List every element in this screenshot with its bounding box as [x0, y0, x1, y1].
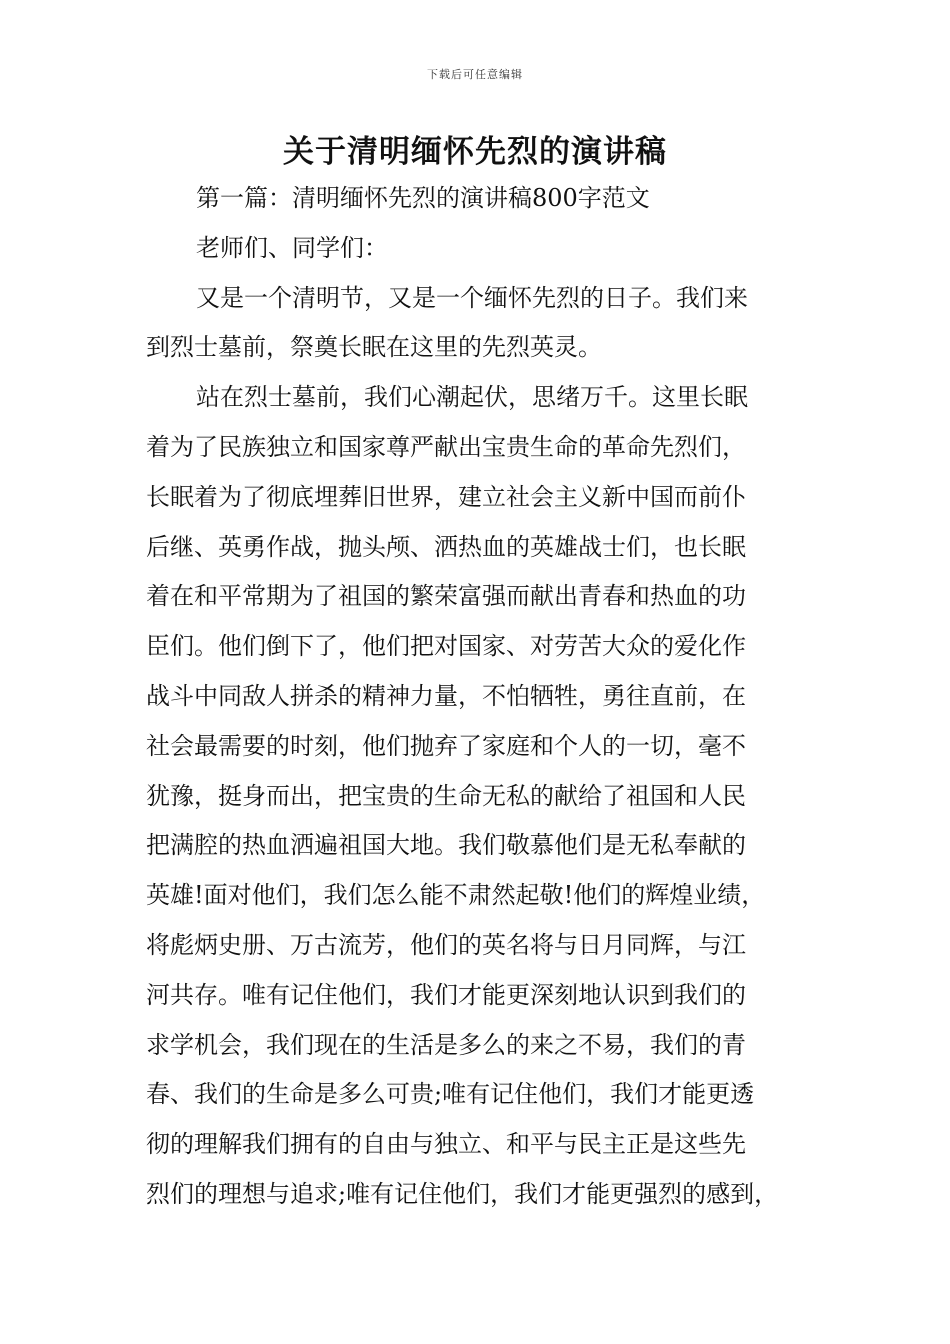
text-line: 着在和平常期为了祖国的繁荣富强而献出青春和热血的功	[146, 582, 746, 611]
salutation-line: 老师们、同学们：	[196, 233, 388, 262]
text-line: 着为了民族独立和国家尊严献出宝贵生命的革命先烈们，	[146, 432, 746, 461]
text-line: 彻的理解我们拥有的自由与独立、和平与民主正是这些先	[146, 1130, 746, 1159]
text-line: 后继、英勇作战，抛头颅、洒热血的英雄战士们，也长眠	[146, 532, 746, 561]
text-line: 又是一个清明节，又是一个缅怀先烈的日子。我们来	[196, 283, 748, 312]
document-title: 关于清明缅怀先烈的演讲稿	[283, 134, 667, 170]
text-line: 社会最需要的时刻，他们抛弃了家庭和个人的一切，毫不	[146, 731, 746, 760]
text-line: 把满腔的热血洒遍祖国大地。我们敬慕他们是无私奉献的	[146, 831, 746, 860]
paragraph-2	[146, 373, 826, 1220]
text-line: 臣们。他们倒下了，他们把对国家、对劳苦大众的爱化作	[146, 632, 746, 661]
header-note: 下载后可任意编辑	[427, 68, 523, 81]
text-line: 站在烈士墓前，我们心潮起伏，思绪万千。这里长眠	[196, 383, 748, 412]
text-line: 到烈士墓前，祭奠长眠在这里的先烈英灵。	[146, 333, 602, 362]
text-line: 战斗中同敌人拼杀的精神力量，不怕牺牲，勇往直前，在	[146, 681, 746, 710]
text-line: 长眠着为了彻底埋葬旧世界，建立社会主义新中国而前仆	[146, 482, 746, 511]
text-line: 春、我们的生命是多么可贵;唯有记住他们，我们才能更透	[146, 1080, 755, 1109]
text-line: 烈们的理想与追求;唯有记住他们，我们才能更强烈的感到，	[146, 1179, 779, 1208]
subtitle-line: 第一篇：清明缅怀先烈的演讲稿800字范文	[196, 184, 650, 212]
paragraph-1	[146, 274, 826, 374]
text-line: 求学机会，我们现在的生活是多么的来之不易，我们的青	[146, 1030, 746, 1059]
document-body	[146, 174, 826, 1220]
text-line: 将彪炳史册、万古流芳，他们的英名将与日月同辉，与江	[146, 930, 746, 959]
text-line: 河共存。唯有记住他们，我们才能更深刻地认识到我们的	[146, 980, 746, 1009]
text-line: 犹豫，挺身而出，把宝贵的生命无私的献给了祖国和人民	[146, 781, 746, 810]
text-line: 英雄!面对他们，我们怎么能不肃然起敬!他们的辉煌业绩，	[146, 881, 766, 910]
